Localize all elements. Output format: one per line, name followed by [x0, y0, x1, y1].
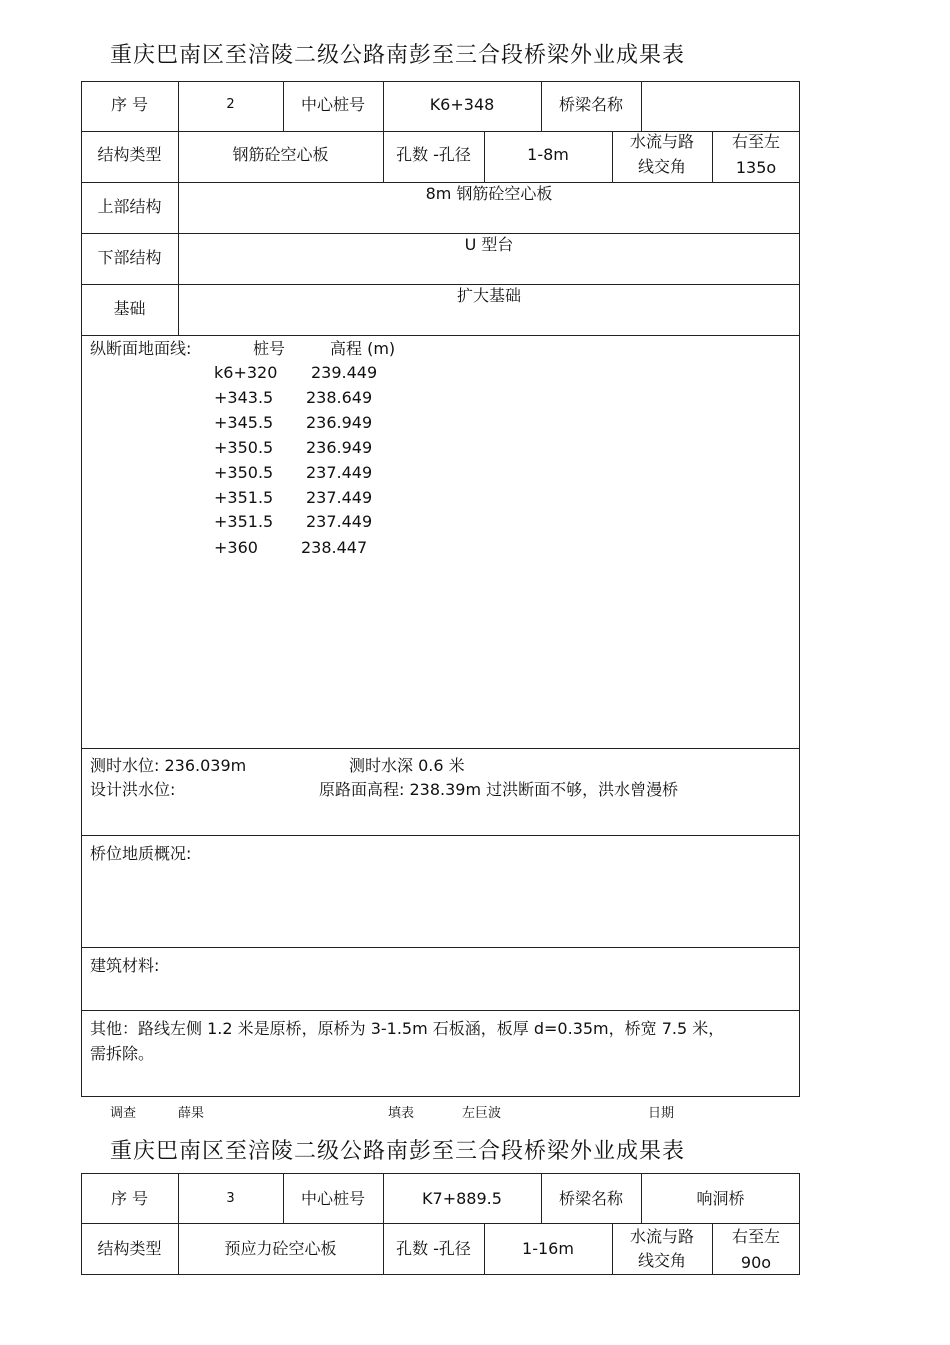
profile-elevation: 236.949: [306, 413, 373, 432]
other-notes-line1: 其他：路线左侧 1.2 米是原桥，原桥为 3-1.5m 石板涵，板厚 d=0.35m，桥宽 7.5 米，: [90, 1019, 725, 1038]
profile-elevation: 238.447: [301, 538, 368, 557]
profile-station: k6+320: [214, 363, 278, 382]
center-pile-label: 中心桩号: [300, 95, 365, 114]
materials-label: 建筑材料:: [90, 956, 160, 975]
foundation-value: 扩大基础: [456, 286, 521, 305]
lower-structure-label: 下部结构: [97, 248, 162, 267]
span-label: 孔数 -孔径: [396, 145, 471, 164]
profile-elevation: 237.449: [306, 463, 373, 482]
span-value: 1-8m: [527, 145, 569, 164]
angle-label-line2-2: 线交角: [637, 1251, 686, 1270]
seq-label: 序 号: [110, 95, 149, 114]
profile-label: 纵断面地面线:: [90, 339, 192, 358]
structure-type-label: 结构类型: [97, 145, 162, 164]
lower-structure-value: U 型台: [464, 235, 514, 254]
angle-direction: 右至左: [731, 132, 780, 151]
road-elevation: 原路面高程: 238.39m 过洪断面不够，洪水曾漫桥: [319, 780, 679, 799]
profile-elevation: 236.949: [306, 438, 373, 457]
page-title: 重庆巴南区至涪陵二级公路南彭至三合段桥梁外业成果表: [110, 43, 686, 68]
water-depth: 测时水深 0.6 米: [349, 756, 465, 775]
bridge-name-value-2: 响洞桥: [696, 1189, 745, 1208]
profile-elevation: 237.449: [306, 488, 373, 507]
date-label: 日期: [648, 1106, 675, 1121]
structure-type-value: 钢筋砼空心板: [232, 145, 329, 164]
profile-station: +351.5: [214, 512, 274, 531]
center-pile-label-2: 中心桩号: [300, 1189, 365, 1208]
structure-type-value-2: 预应力砼空心板: [224, 1239, 337, 1258]
geology-label: 桥位地质概况:: [90, 844, 192, 863]
water-level: 测时水位: 236.039m: [90, 756, 247, 775]
angle-label-line1: 水流与路: [629, 132, 694, 151]
bridge-name-label-2: 桥梁名称: [558, 1189, 623, 1208]
fill-name: 左巨波: [462, 1106, 502, 1121]
angle-direction-2: 右至左: [731, 1227, 780, 1246]
seq-value-2: 3: [226, 1191, 235, 1206]
profile-col-elevation: 高程 (m): [330, 339, 396, 358]
angle-label-line1-2: 水流与路: [629, 1227, 694, 1246]
upper-structure-value: 8m 钢筋砼空心板: [425, 184, 553, 203]
survey-label: 调查: [110, 1106, 137, 1121]
profile-elevation: 238.649: [306, 388, 373, 407]
profile-station: +350.5: [214, 463, 274, 482]
survey-name: 薛果: [178, 1106, 205, 1121]
span-value-2: 1-16m: [522, 1239, 574, 1258]
profile-station: +343.5: [214, 388, 274, 407]
profile-elevation: 239.449: [311, 363, 378, 382]
structure-type-label-2: 结构类型: [97, 1239, 162, 1258]
profile-station: +345.5: [214, 413, 274, 432]
angle-label-line2: 线交角: [637, 157, 686, 176]
other-notes-line2: 需拆除。: [90, 1044, 155, 1063]
page-title-2: 重庆巴南区至涪陵二级公路南彭至三合段桥梁外业成果表: [110, 1139, 686, 1164]
profile-station: +360: [214, 538, 258, 557]
center-pile-value: K6+348: [429, 95, 495, 114]
seq-label-2: 序 号: [110, 1189, 149, 1208]
center-pile-value-2: K7+889.5: [422, 1189, 502, 1208]
angle-value: 135o: [735, 158, 777, 177]
span-label-2: 孔数 -孔径: [396, 1239, 471, 1258]
foundation-label: 基础: [113, 299, 146, 318]
angle-value-2: 90o: [740, 1253, 772, 1272]
fill-label: 填表: [388, 1106, 415, 1121]
profile-col-station: 桩号: [253, 339, 286, 358]
bridge-name-label: 桥梁名称: [558, 95, 623, 114]
seq-value: 2: [226, 97, 235, 112]
profile-station: +350.5: [214, 438, 274, 457]
upper-structure-label: 上部结构: [97, 197, 162, 216]
profile-station: +351.5: [214, 488, 274, 507]
profile-elevation: 237.449: [306, 512, 373, 531]
design-flood-level: 设计洪水位:: [90, 780, 176, 799]
